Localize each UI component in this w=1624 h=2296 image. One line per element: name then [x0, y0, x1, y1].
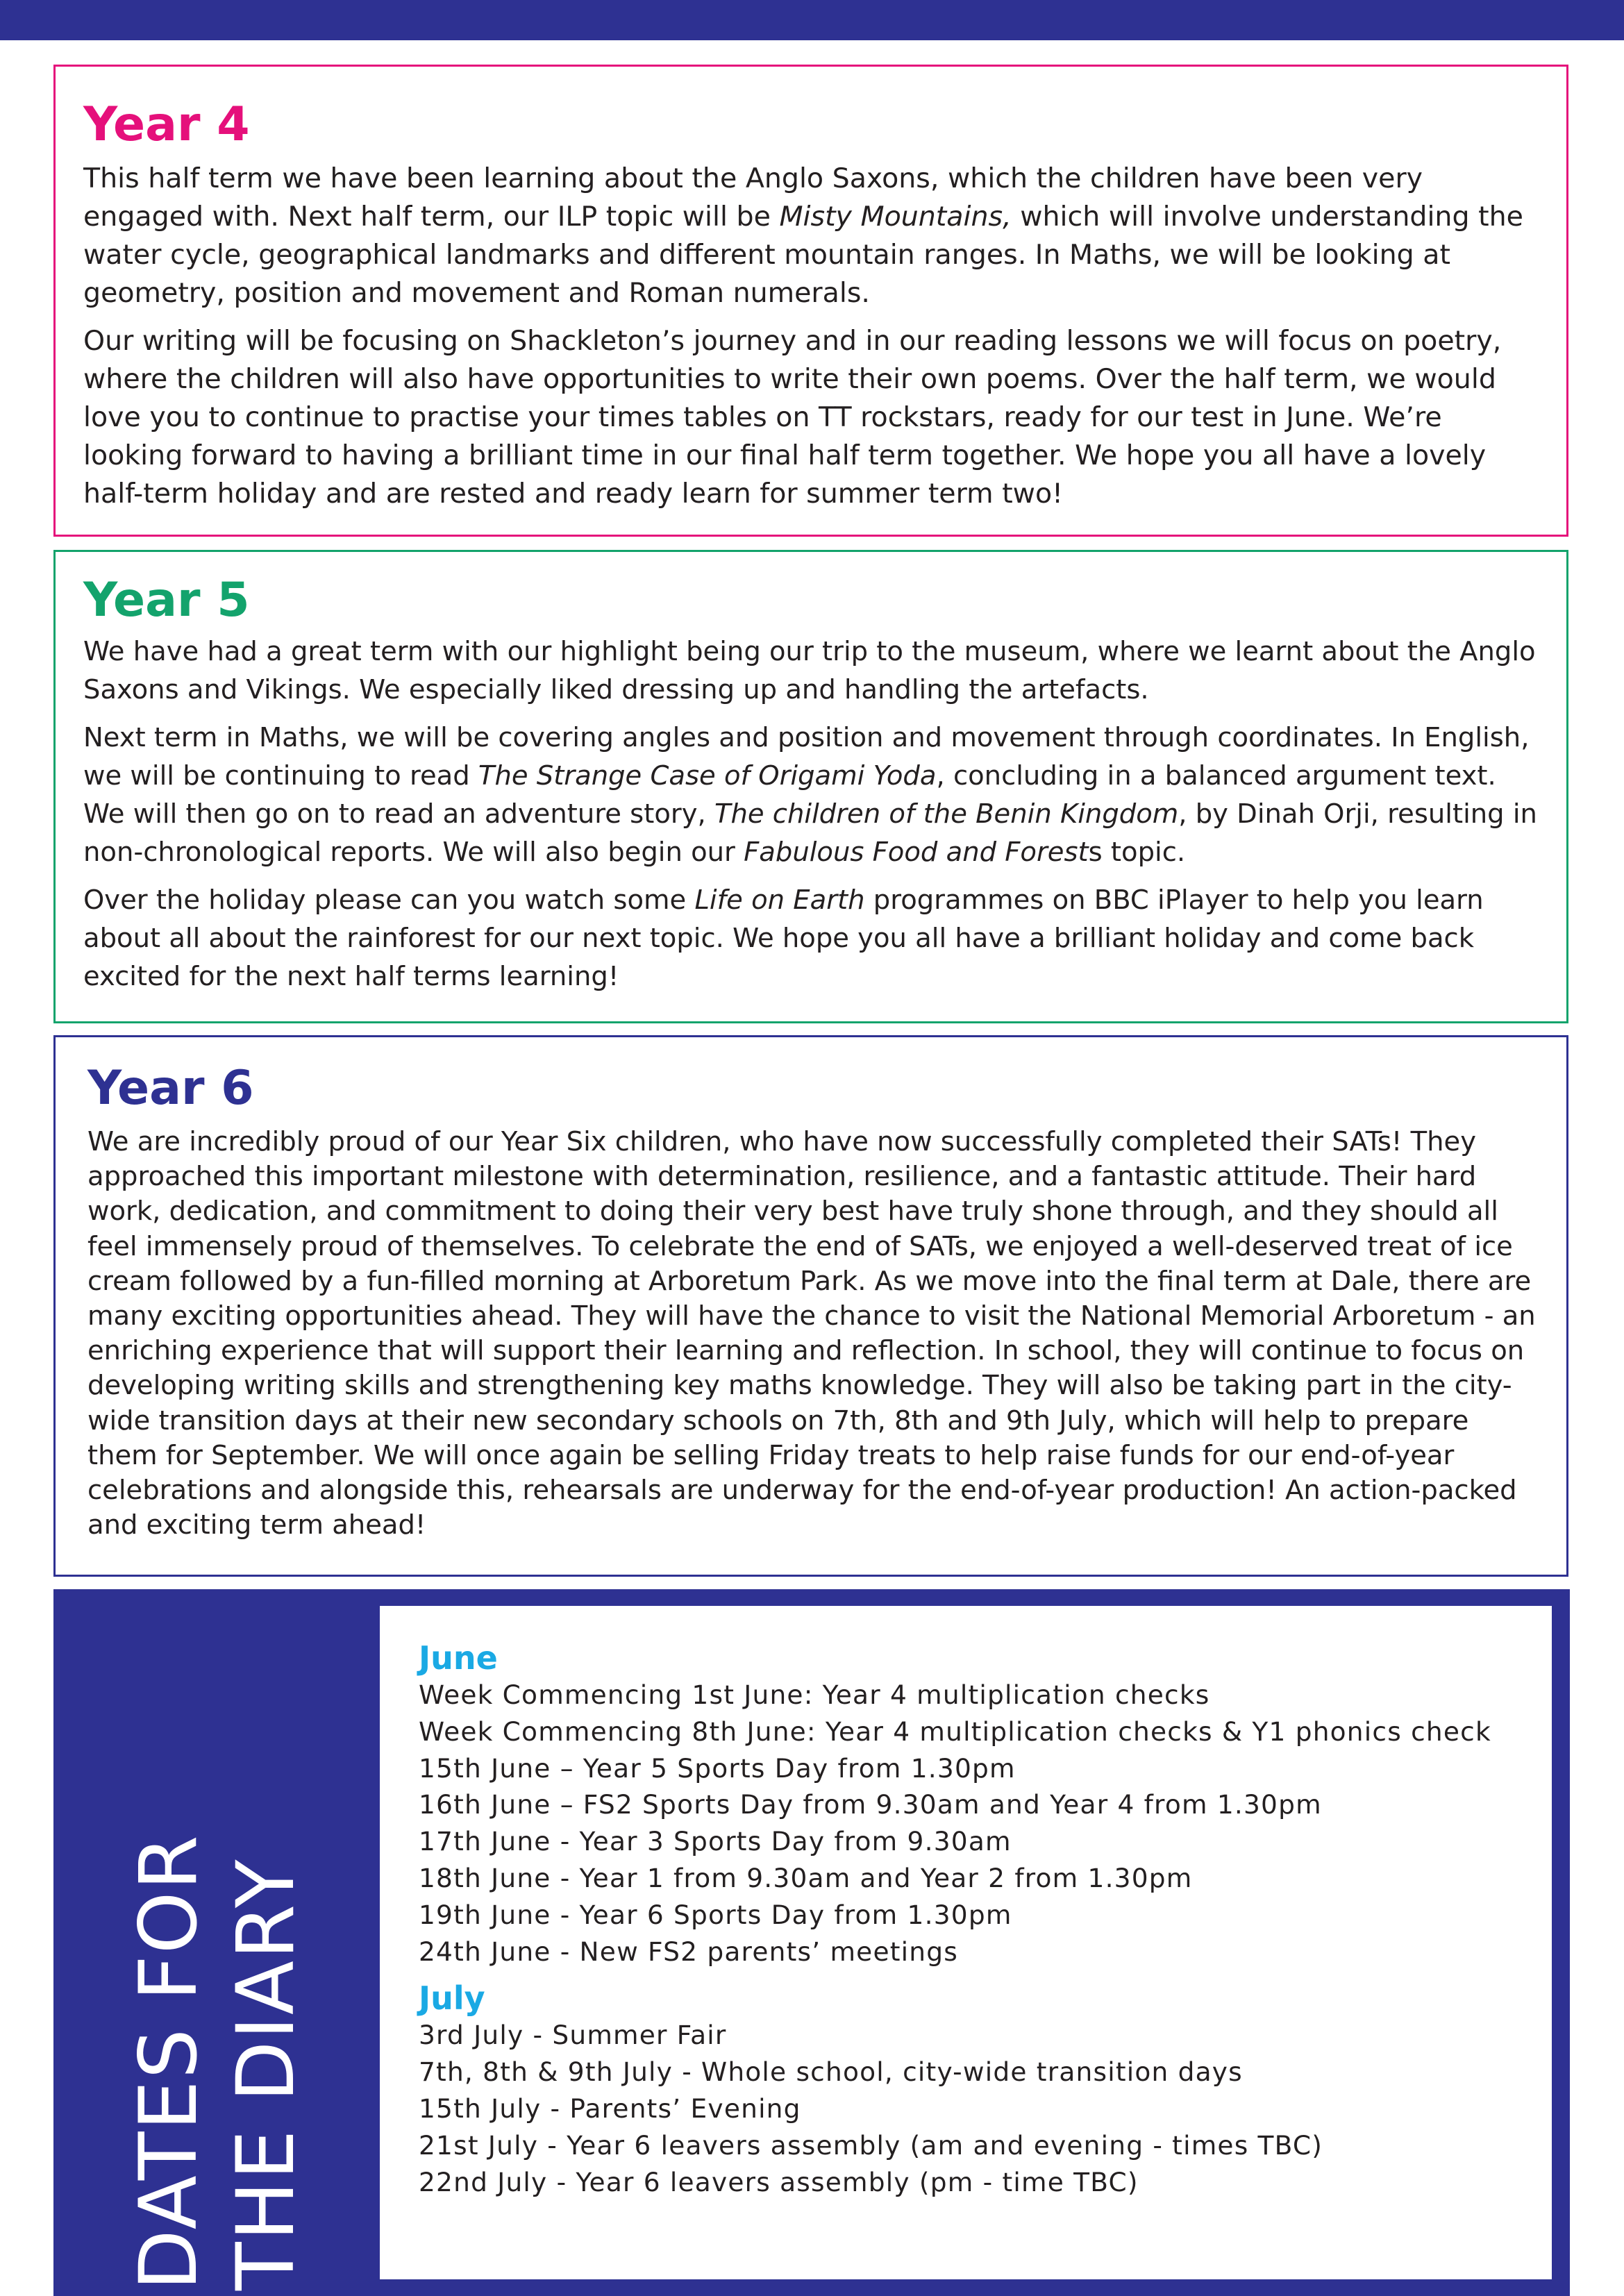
paragraph-text: s topic. [1088, 837, 1186, 868]
paragraph-text: programmes on BBC iPlayer to help you learn about all about the rainforest for our next topic. We hope you all have a brilliant holiday and come back excited for the next half terms learning! [83, 885, 1484, 992]
diary-event-item: 19th June - Year 6 Sports Day from 1.30pm [419, 1899, 1012, 1930]
paragraph-text: This half term we have been learning about the Anglo Saxons, which the children have been very engaged with. Next half term, our ILP topic will be [83, 162, 1423, 233]
paragraph-text: Over the holiday please can you watch some [83, 885, 695, 916]
italic-title-text: Life on Earth [694, 885, 865, 916]
diary-event-item: 24th June - New FS2 parents’ meetings [419, 1936, 958, 1967]
italic-title-text: Misty Mountains, [779, 201, 1012, 233]
year-4-section [53, 65, 1568, 537]
diary-vertical-title: DATES FOR THE DIARY [122, 1834, 312, 2290]
july-event-list [419, 2017, 1552, 2200]
diary-event-item: Week Commencing 1st June: Year 4 multiplication checks [419, 1679, 1210, 1710]
dates-for-the-diary-section [53, 1589, 1570, 2296]
year-4-paragraph-2 [83, 322, 1539, 513]
italic-title-text: The children of the Benin Kingdom [714, 798, 1179, 830]
paragraph-text: , concluding in a balanced argument text. We will then go on to read an adventure story, [83, 760, 1496, 830]
paragraph-text: Next term in Maths, we will be covering angles and position and movement through coordinates. In English, we will be continuing to read [83, 722, 1530, 791]
year-6-heading: Year 6 [87, 1061, 254, 1116]
paragraph-text: We have had a great term with our highlight being our trip to the museum, where we learnt about the Anglo Saxons and Vikings. We especially liked dressing up and handling the artefacts. [83, 636, 1536, 705]
diary-event-item: 21st July - Year 6 leavers assembly (am and evening - times TBC) [419, 2129, 1323, 2161]
year-6-paragraph [87, 1125, 1539, 1543]
diary-event-item: 3rd July - Summer Fair [419, 2020, 727, 2051]
month-heading-june: June [419, 1639, 498, 1677]
paragraph-text: , by Dinah Orji, resulting in non-chronological reports. We will also begin our [83, 798, 1537, 868]
diary-dates-panel [380, 1606, 1552, 2279]
diary-event-item: 16th June – FS2 Sports Day from 9.30am and Year 4 from 1.30pm [419, 1789, 1322, 1820]
paragraph-text: We are incredibly proud of our Year Six children, who have now successfully completed their SATs! They approached this important milestone with determination, resilience, and a fantastic attitude. Their hard work, dedication, and commitment to doing their very best have truly shone through, and they should all feel immensely proud of themselves. To celebrate the end of SATs, we enjoyed a well-deserved treat of ice cream followed by a fun-filled morning at Arboretum Park. As we move into the final term at Dale, there are many exciting opportunities ahead. They will have the chance to visit the National Memorial Arboretum - an enriching experience that will support their learning and reflection. In school, they will continue to focus on developing writing skills and strengthening key maths knowledge. They will also be taking part in the city-wide transition days at their new secondary schools on 7th, 8th and 9th July, which will help to prepare them for September. We will once again be selling Friday treats to help raise funds for our end-of-year celebrations and alongside this, rehearsals are underway for the end-of-year production! An action-packed and exciting term ahead! [87, 1126, 1536, 1541]
paragraph-text: which will involve understanding the water cycle, geographical landmarks and different mountain ranges. In Maths, we will be looking at geometry, position and movement and Roman numerals. [83, 201, 1523, 309]
diary-event-item: 7th, 8th & 9th July - Whole school, city-wide transition days [419, 2056, 1243, 2088]
year-4-heading: Year 4 [83, 97, 250, 152]
diary-event-item: Week Commencing 8th June: Year 4 multiplication checks & Y1 phonics check [419, 1716, 1491, 1747]
diary-event-item: 15th July - Parents’ Evening [419, 2093, 801, 2124]
diary-event-item: 17th June - Year 3 Sports Day from 9.30am [419, 1826, 1012, 1857]
diary-event-item: 22nd July - Year 6 leavers assembly (pm - time TBC) [419, 2166, 1139, 2197]
diary-event-item: 18th June - Year 1 from 9.30am and Year 2 from 1.30pm [419, 1862, 1193, 1893]
italic-title-text: The Strange Case of Origami Yoda [478, 760, 937, 791]
year-6-section [53, 1035, 1568, 1577]
year-4-paragraph-1 [83, 160, 1539, 312]
paragraph-text: Our writing will be focusing on Shackleton’s journey and in our reading lessons we will focus on poetry, where the children will also have opportunities to write their own poems. Over the half term, we would love you to continue to practise your times tables on TT rockstars, ready for our test in June. We’re looking forward to having a brilliant time in our final half term together. We hope you all have a lovely half-term holiday and are rested and ready learn for summer term two! [83, 325, 1502, 510]
top-banner-bar [0, 0, 1624, 40]
month-heading-july: July [419, 1979, 485, 2018]
year-5-heading: Year 5 [83, 573, 250, 628]
year-5-paragraph-1 [83, 632, 1539, 709]
diary-event-item: 15th June – Year 5 Sports Day from 1.30pm [419, 1752, 1016, 1784]
june-event-list [419, 1677, 1552, 1970]
year-5-paragraph-2 [83, 719, 1539, 871]
year-5-paragraph-3 [83, 881, 1539, 996]
year-5-section [53, 550, 1568, 1023]
italic-title-text: Fabulous Food and Forest [744, 837, 1089, 868]
